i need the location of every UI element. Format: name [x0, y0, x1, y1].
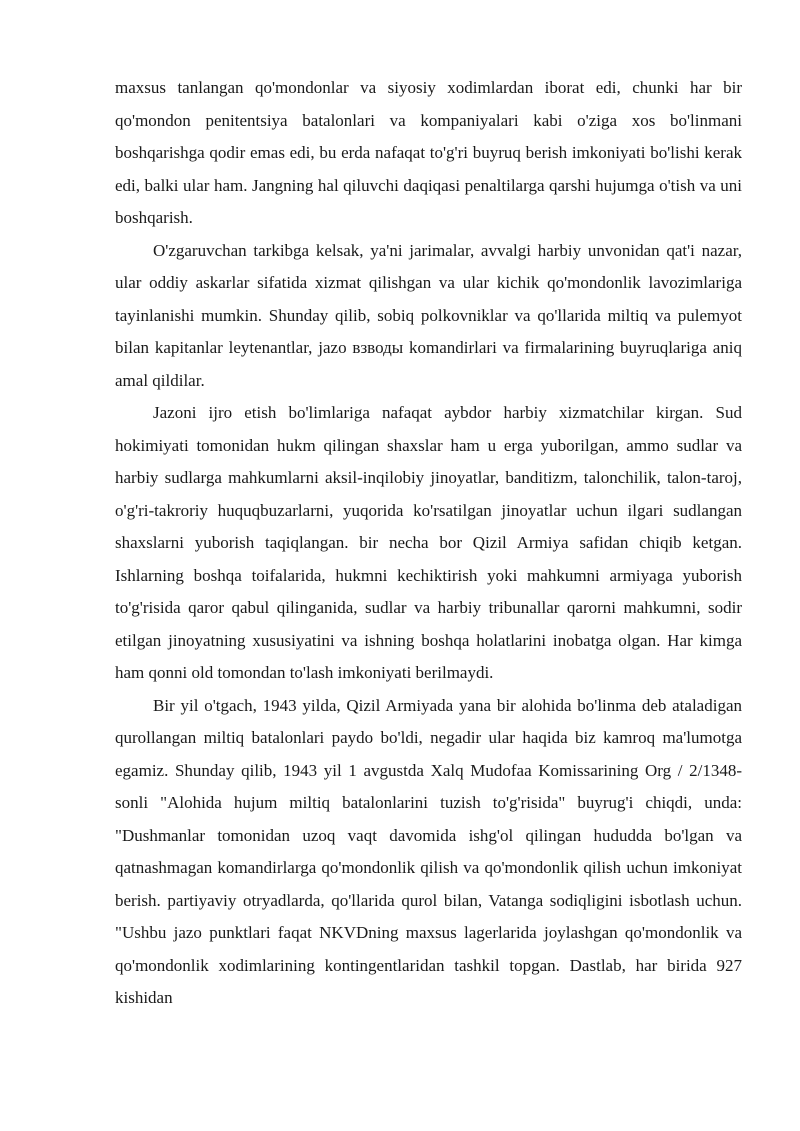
paragraph-1: maxsus tanlangan qo'mondonlar va siyosiy xodimlardan iborat edi, chunki har bir qo'mondon penitentsiya batalonlari va kompaniyalari kabi o'ziga xos bo'linmani boshqarishga qodir emas edi, bu erda nafaqat to'g'ri buyruq berish imkoniyati bo'lishi kerak edi, balki ular ham. Jangning hal qiluvchi daqiqasi penaltilarga qarshi hujumga o'tish va uni boshqarish. — [115, 78, 742, 227]
paragraph-4: Bir yil o'tgach, 1943 yilda, Qizil Armiyada yana bir alohida bo'linma deb ataladigan qurollangan miltiq batalonlari paydo bo'ldi, negadir ular haqida biz kamroq ma'lumotga egamiz. Shunday qilib, 1943 yil 1 avgustda Xalq Mudofaa Komissarining Org / 2/1348-sonli "Alohida hujum miltiq batalonlarini tuzish to'g'risida" buyrug'i chiqdi, unda: "Dushmanlar tomonidan uzoq vaqt davomida ishg'ol qilingan hududda bo'lgan va qatnashmagan komandirlarga qo'mondonlik qilish va qo'mondonlik qilish uchun imkoniyat berish. partiyaviy otryadlarda, qo'llarida qurol bilan, Vatanga sodiqligini isbotlash uchun. "Ushbu jazo punktlari faqat NKVDning maxsus lagerlarida joylashgan qo'mondonlik va qo'mondonlik xodimlarining kontingentlaridan tashkil topgan. Dastlab, har birida 927 kishidan — [115, 695, 742, 1007]
paragraph-2: O'zgaruvchan tarkibga kelsak, ya'ni jarimalar, avvalgi harbiy unvonidan qat'i nazar, ular oddiy askarlar sifatida xizmat qilishgan va ular kichik qo'mondonlik lavozimlariga tayinlanishi mumkin. Shunday qilib, sobiq polkovniklar va qo'llarida miltiq va pulemyot bilan kapitanlar leytenantlar, jazo взводы komandirlari va firmalarining buyruqlariga aniq amal qildilar. — [115, 240, 742, 390]
paragraph-3: Jazoni ijro etish bo'limlariga nafaqat aybdor harbiy xizmatchilar kirgan. Sud hokimiyati tomonidan hukm qilingan shaxslar ham u erga yuborilgan, ammo sudlar va harbiy sudlarga mahkumlarni aksil-inqilobiy jinoyatlar, banditizm, talonchilik, talon-taroj, o'g'ri-takroriy huquqbuzarlarni, yuqorida ko'rsatilgan jinoyatlar uchun ilgari sudlangan shaxslarni yuborish taqiqlangan. bir necha bor Qizil Armiya safidan chiqib ketgan. Ishlarning boshqa toifalarida, hukmni kechiktirish yoki mahkumni armiyaga yuborish to'g'risida qaror qabul qilinganida, sudlar va harbiy tribunallar qarorni mahkumni, sodir etilgan jinoyatning xususiyatini va ishning boshqa holatlarini inobatga olgan. Har kimga ham qonni old tomondan to'lash imkoniyati berilmaydi. — [115, 403, 742, 682]
document-page — [115, 72, 742, 1015]
